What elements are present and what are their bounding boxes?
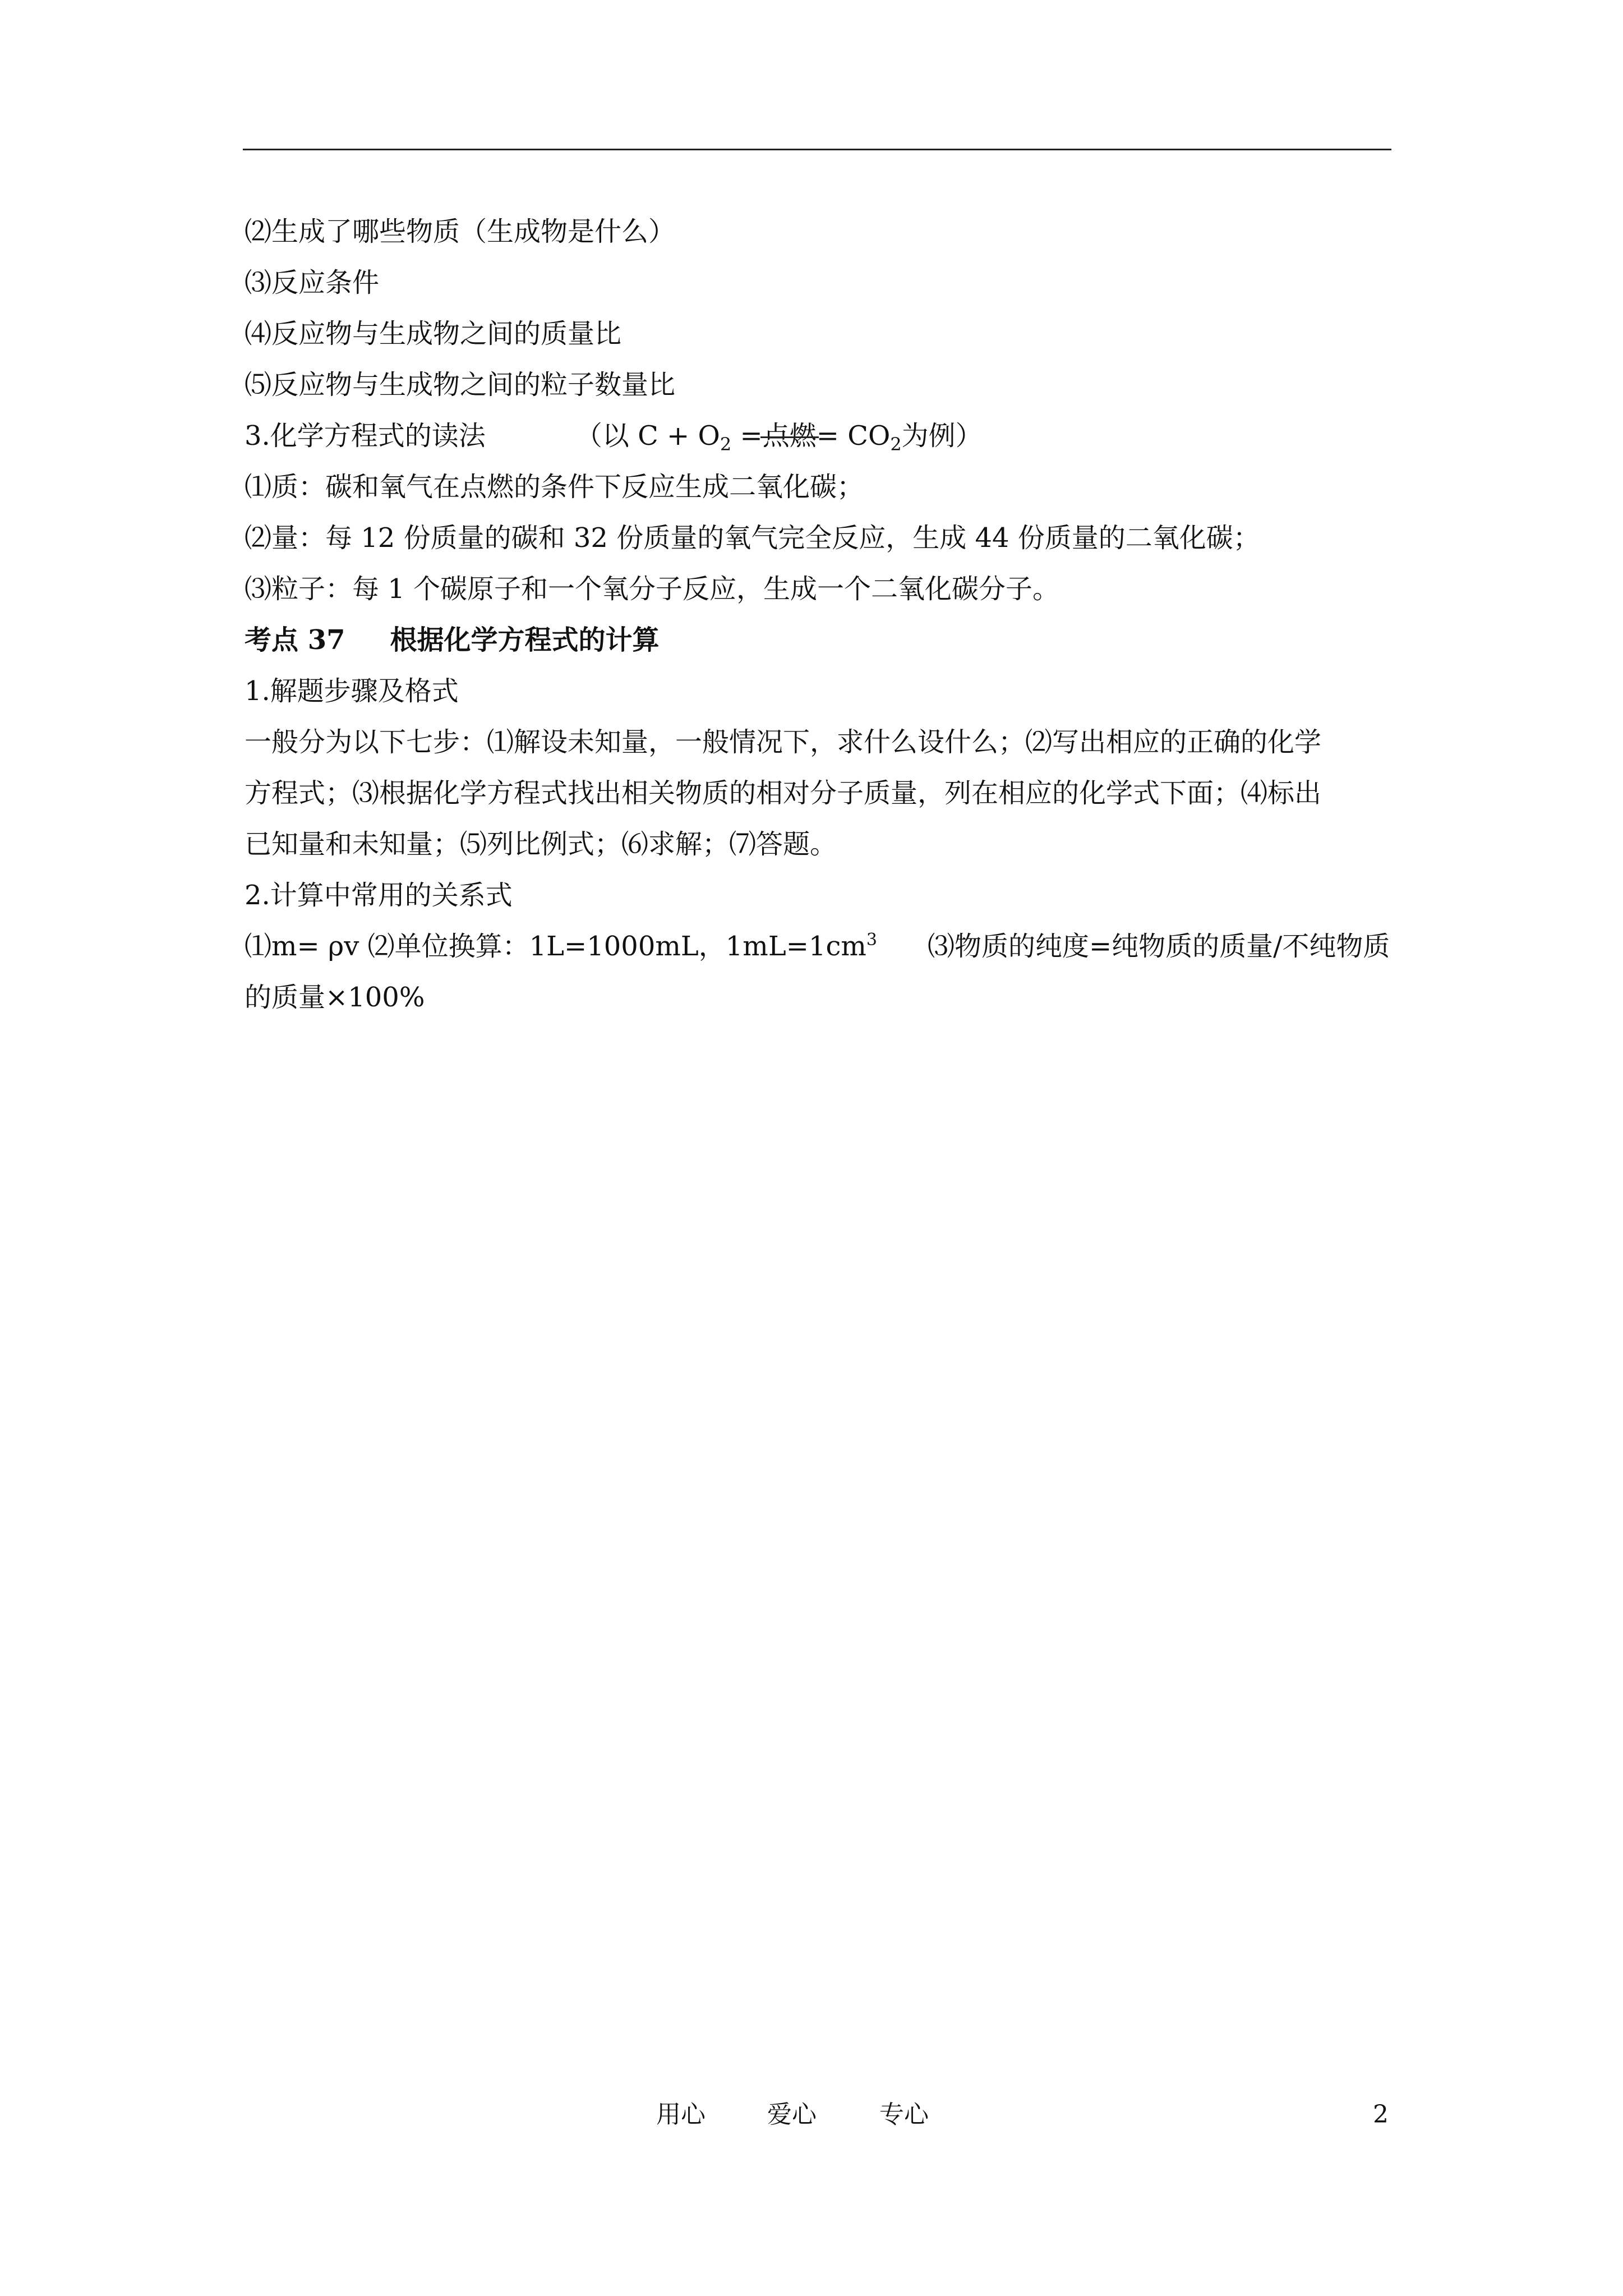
reading-method-line bbox=[245, 419, 983, 453]
text-line-3: ⑷反应物与生成物之间的质量比 bbox=[245, 318, 622, 349]
text-line-12: 方程式；⑶根据化学方程式找出相关物质的相对分子质量，列在相应的化学式下面；⑷标出 bbox=[245, 777, 1322, 809]
header-rule bbox=[243, 149, 1391, 150]
text-line-16: 的质量×100% bbox=[245, 982, 425, 1013]
equation-open: （以 C + O bbox=[575, 420, 720, 452]
text-line-13: 已知量和未知量；⑸列比例式；⑹求解；⑺答题。 bbox=[245, 829, 837, 860]
text-line-14: 2.计算中常用的关系式 bbox=[245, 880, 513, 911]
text-line-15 bbox=[245, 930, 1390, 963]
footer-motto-3: 专心 bbox=[879, 2100, 929, 2129]
footer-motto-1: 用心 bbox=[656, 2100, 706, 2129]
text-line-8: ⑶粒子：每 1 个碳原子和一个氧分子反应，生成一个二氧化碳分子。 bbox=[245, 573, 1060, 605]
text-line-1: ⑵生成了哪些物质（生成物是什么） bbox=[245, 216, 676, 247]
text-line-2: ⑶反应条件 bbox=[245, 267, 380, 298]
text-line-11: 一般分为以下七步：⑴解设未知量，一般情况下，求什么设什么；⑵写出相应的正确的化学 bbox=[245, 726, 1322, 758]
equation-mid-1: = bbox=[731, 420, 763, 452]
text-line-10: 1.解题步骤及格式 bbox=[245, 675, 459, 707]
section-number: 考点 37 bbox=[245, 624, 345, 656]
equation-mid-2: = CO bbox=[816, 420, 891, 452]
equation-subscript-1: 2 bbox=[720, 434, 732, 455]
text-line-4: ⑸反应物与生成物之间的粒子数量比 bbox=[245, 369, 676, 401]
formula-text: ⑴m= ρv ⑵单位换算：1L=1000mL，1mL=1cm bbox=[245, 931, 866, 962]
equation-condition: 点燃 bbox=[762, 420, 817, 452]
purity-text: ⑶物质的纯度=纯物质的质量/不纯物质 bbox=[927, 931, 1390, 962]
footer-motto-2: 爱心 bbox=[767, 2100, 817, 2129]
equation-close: 为例） bbox=[901, 420, 983, 452]
section-heading bbox=[245, 623, 660, 657]
section-title: 根据化学方程式的计算 bbox=[390, 624, 660, 656]
page-number: 2 bbox=[1373, 2100, 1389, 2129]
text-line-6: ⑴质：碳和氧气在点燃的条件下反应生成二氧化碳； bbox=[245, 471, 864, 503]
text-line-7: ⑵量：每 12 份质量的碳和 32 份质量的氧气完全反应，生成 44 份质量的二氧化碳； bbox=[245, 522, 1260, 554]
equation-subscript-2: 2 bbox=[890, 434, 902, 455]
formula-superscript: 3 bbox=[866, 930, 877, 950]
reading-method-title: 3.化学方程式的读法 bbox=[245, 420, 486, 452]
